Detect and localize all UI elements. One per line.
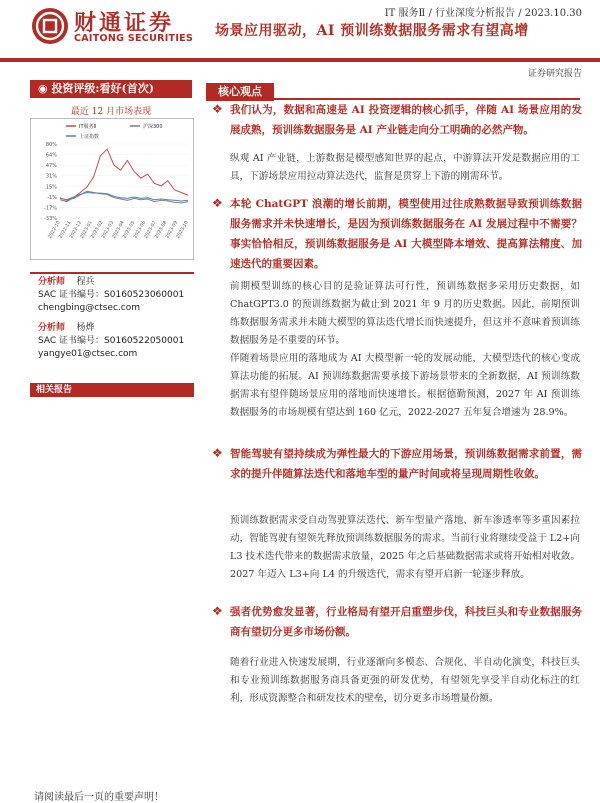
key-point-2: 本轮 ChatGPT 浪潮的增长前期，模型使用过往成熟数据导致预训练数据服务需求并未快速增长，是因为预训练数据服务在 AI 发展过程中不需要？事实恰恰相反，预训练数据服务是 AI 大模型降本增效、提高算法精度、加速迭代的重要因素。 [230,198,582,270]
report-title: 场景应用驱动，AI 预训练数据服务需求有望高增 [215,23,529,39]
key-point-4: 强者优势愈发显著，行业格局有望开启重塑步伐，科技巨头和专业数据服务商有望切分更多市场份额。 [230,606,582,638]
y-tick-label: -17% [44,205,57,212]
core-views-tab [206,80,580,100]
header-rule [0,58,600,62]
related-reports-header: 相关报告 [30,383,194,397]
y-tick-label: 47% [45,163,57,170]
x-tick-label: 2023-02 [90,220,105,240]
sac-number: S0160522050001 [104,336,185,346]
x-tick-label: 2023-01 [79,220,94,240]
analyst-name: 程兵 [76,277,95,287]
x-tick-label: 2023-09 [165,220,180,240]
x-tick-label: 2023-10 [175,220,190,240]
key-point-3: 智能驾驶有望持续成为弹性最大的下游应用场景，预训练数据需求前置，需求的提升伴随算法迭代和落地车型的量产时间或将呈现周期性收敛。 [230,448,582,480]
sac-number: S0160523060001 [104,290,185,300]
x-tick-label: 2023-05 [122,220,137,240]
diamond-bullet-icon: ❖ [212,446,223,460]
performance-chart [30,118,194,260]
analyst-role: 分析师 [38,323,66,333]
y-tick-label: 80% [45,142,57,148]
key-point-1: 我们认为，数据和高速是 AI 投资逻辑的核心抓手，伴随 AI 场景应用的发展成熟，预训练数据服务是 AI 产业链走向分工明确的必然产物。 [230,104,582,136]
header-meta: IT 服务Ⅱ / 行业深度分析报告 / 2023.10.30 [384,8,582,19]
core-views-title: 核心观点 [206,83,274,101]
paragraph-4: 预训练数据需求受自动驾驶算法迭代、新车型量产落地、新车渗透率等多重因素拉动，智能驾驶有望领先释放预训练数据服务的需求。当前行业将继续受益于 L2+向 L3 技术迭代带来的数据需求放量，2025 年之后基础数据需求或将开始相对收敛。2027 年迈入 L3+向 L4 的升级迭代，需求有望开启新一轮逐步释放。 [230,515,580,580]
x-tick-label: 2023-08 [154,220,169,240]
legend-label: IT服务Ⅱ [79,124,96,130]
paragraph-5: 随着行业进入快速发展期，行业逐渐向多模态、合规化、半自动化演变，科技巨头和专业预训练数据服务商具备更强的研发优势，有望领先享受半自动化标注的红利，形成资源整合和研发技术的壁垒，切分更多市场增量份额。 [230,657,580,704]
performance-title: 最近 12 月市场表现 [70,107,152,117]
paragraph-2: 前期模型训练的核心目的是验证算法可行性，预训练数据多采用历史数据，如 ChatGPT3.0 的预训练数据为截止到 2021 年 9 月的历史数据。因此，前期预训练数据服务需求并未随大模型的算法迭代增长而快速提升，但这并不意味着预训练数据服务是不重要的环节。 [230,281,580,346]
logo-icon [32,8,68,44]
diamond-bullet-icon: ❖ [212,102,223,116]
diamond-bullet-icon: ❖ [212,196,223,210]
x-tick-label: 2022-12 [69,220,84,240]
legend-label: 沪深300 [143,124,163,130]
x-tick-label: 2023-07 [143,220,158,240]
x-tick-label: 2023-04 [111,220,126,240]
sac-label: SAC 证书编号： [38,290,105,300]
x-tick-label: 2023-03 [101,220,116,240]
legend-label: 上证指数 [79,134,100,140]
logo-text: 财通证券 [74,11,175,36]
report-type: 证券研究报告 [527,69,582,79]
y-tick-label: -1% [47,194,57,201]
y-tick-label: 15% [45,184,57,191]
diamond-bullet-icon: ❖ [212,604,223,618]
star-badge-icon: ◉ [38,82,52,95]
logo-subtext: CAITONG SECURITIES [74,33,194,44]
analyst-name: 杨烨 [76,323,95,333]
y-tick-label: 64% [45,152,57,159]
paragraph-3: 伴随着场景应用的落地成为 AI 大模型新一轮的发展动能，大模型迭代的核心变成算法功能的拓展。AI 预训练数据需要承接下游场景带来的全新数据，AI 预训练数据需求有望伴随场景应用的落地而快速增长。根据德勤预测，2027 年 AI 预训练数据服务的市场规模有望达到 160 亿元，2022-2027 五年复合增速为 28.9%。 [230,353,580,418]
y-tick-label: -33% [44,216,57,222]
x-tick-label: 2023-06 [133,220,148,240]
y-tick-label: 31% [45,173,57,180]
disclaimer-footer: 请阅读最后一页的重要声明！ [34,792,164,803]
x-tick-label: 2022-10 [47,220,62,240]
analyst-role: 分析师 [38,277,66,287]
paragraph-1: 纵观 AI 产业链，上游数据是模型感知世界的起点，中游算法开发是数据应用的工具，下游场景应用拉动算法迭代，监督是贯穿上下游的刚需环节。 [230,153,580,182]
investment-rating [30,80,192,98]
sac-label: SAC 证书编号： [38,336,105,346]
analyst-email[interactable]: chengbing@ctsec.com [38,303,140,313]
analyst-rule [30,272,194,274]
analyst-2 [38,322,184,361]
x-tick-label: 2022-11 [58,220,73,240]
analyst-email[interactable]: yangye01@ctsec.com [38,349,138,359]
analyst-1 [38,276,184,315]
rating-text: 投资评级:看好(首次) [51,82,154,95]
